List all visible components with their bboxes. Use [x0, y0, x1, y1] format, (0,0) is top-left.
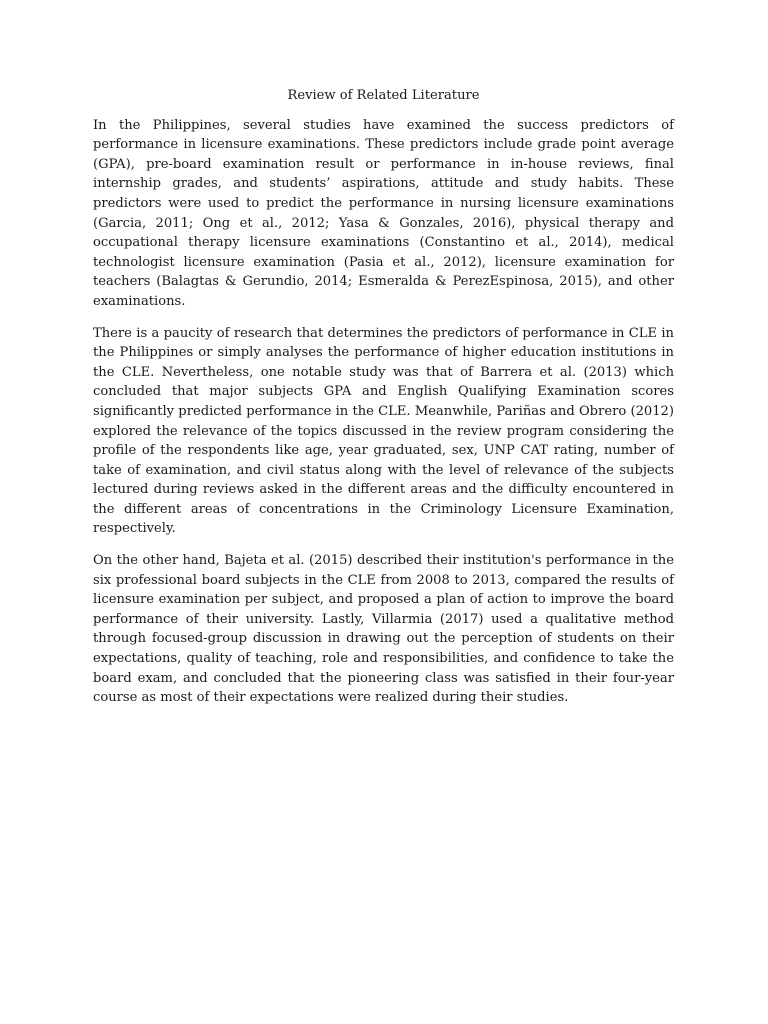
document-body	[93, 86, 674, 720]
paragraph: On the other hand, Bajeta et al. (2015) described their institution's performance in the six professional board subjects in the CLE from 2008 to 2013, compared the results of licensure examination per subject, and proposed a plan of action to improve the board performance of their university. Lastly, Villarmia (2017) used a qualitative method through focused-group discussion in drawing out the perception of students on their expectations, quality of teaching, role and responsibilities, and confidence to take the board exam, and concluded that the pioneering class was satisfied in their four-year course as most of their expectations were realized during their studies.	[93, 553, 674, 706]
page-title: Review of Related Literature	[287, 88, 480, 103]
paragraph: There is a paucity of research that determines the predictors of performance in CLE in the Philippines or simply analyses the performance of higher education institutions in the CLE. Nevertheless, one notable study was that of Barrera et al. (2013) which concluded that major subjects GPA and English Qualifying Examination scores significantly predicted performance in the CLE. Meanwhile, Pariñas and Obrero (2012) explored the relevance of the topics discussed in the review program considering the profile of the respondents like age, year graduated, sex, UNP CAT rating, number of take of examination, and civil status along with the level of relevance of the subjects lectured during reviews asked in the different areas and the difficulty encountered in the different areas of concentrations in the Criminology Licensure Examination, respectively.	[93, 325, 674, 537]
paragraph: In the Philippines, several studies have examined the success predictors of performance in licensure examinations. These predictors include grade point average (GPA), pre-board examination result or performance in in-house reviews, final internship grades, and students’ aspirations, attitude and study habits. These predictors were used to predict the performance in nursing licensure examinations (Garcia, 2011; Ong et al., 2012; Yasa & Gonzales, 2016), physical therapy and occupational therapy licensure examinations (Constantino et al., 2014), medical technologist licensure examination (Pasia et al., 2012), licensure examination for teachers (Balagtas & Gerundio, 2014; Esmeralda & PerezEspinosa, 2015), and other examinations.	[93, 117, 674, 309]
